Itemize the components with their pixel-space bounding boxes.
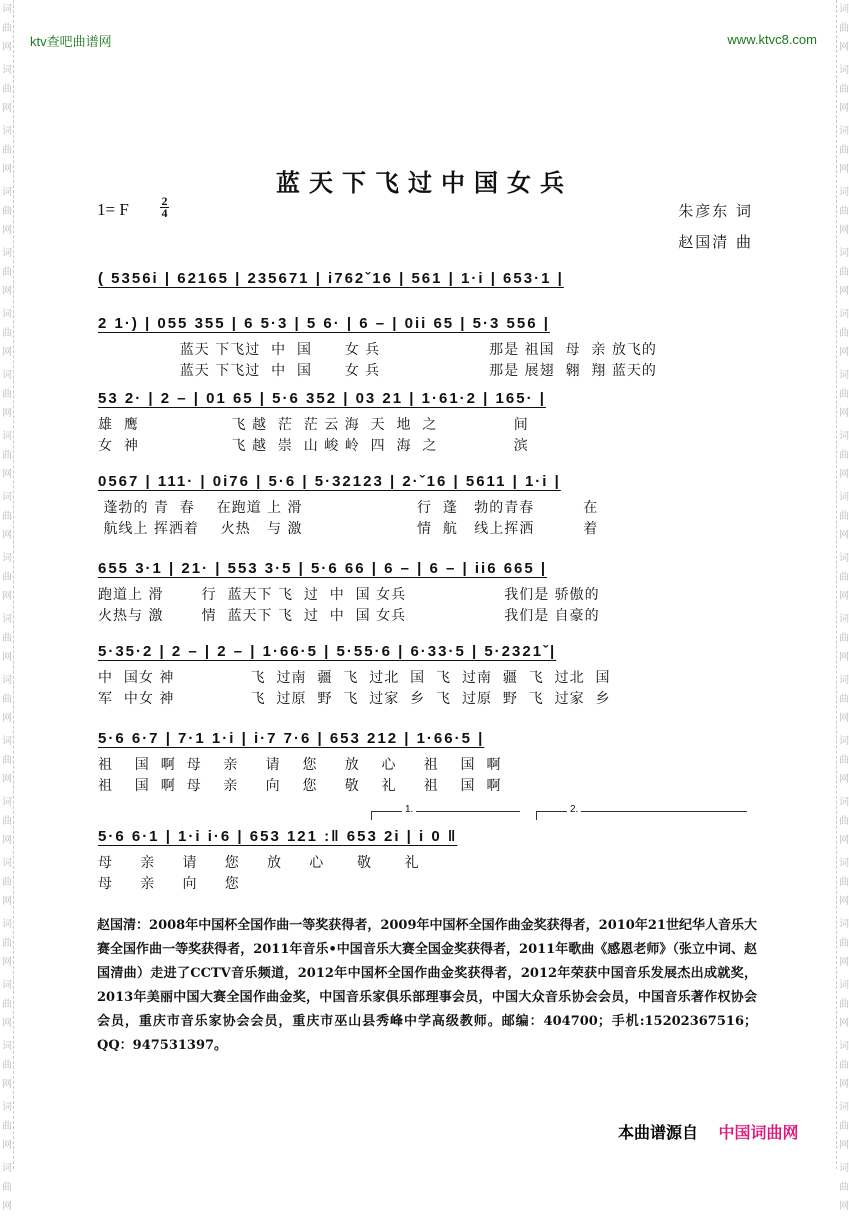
watermark-char: 曲: [839, 816, 849, 827]
watermark-char: 曲: [839, 23, 849, 34]
watermark-char: 曲: [839, 267, 849, 278]
watermark-group: [837, 610, 849, 667]
watermark-char: 词: [2, 858, 12, 869]
watermark-group: [837, 0, 849, 57]
watermark-char: 词: [839, 980, 849, 991]
notation-line: 53 2· | 2 – | 01 65 | 5·6 352 | 03 21 | 1·61·2 | 165· |: [98, 390, 546, 407]
lyrics-verse-1: 蓝天 下飞过 中 国 女 兵 那是 祖国 母 亲 放飞的: [98, 342, 657, 358]
watermark-group: [837, 1159, 849, 1216]
watermark-char: 网: [839, 1140, 849, 1151]
watermark-char: 曲: [2, 23, 12, 34]
watermark-char: 曲: [839, 511, 849, 522]
lyrics-verse-2: 航线上 挥洒着 火热 与 激 情 航 线上挥洒 着: [98, 521, 599, 537]
watermark-char: 词: [2, 675, 12, 686]
lyricist-credit: 朱彦东 词: [678, 202, 753, 220]
lyrics-verse-1: 雄 鹰 飞 越 茫 茫 云 海 天 地 之 间: [98, 417, 529, 433]
lyrics-verse-1: 母 亲 请 您 放 心 敬 礼: [98, 855, 420, 871]
watermark-char: 网: [839, 713, 849, 724]
watermark-group: [837, 793, 849, 850]
watermark-group: [0, 488, 14, 545]
lyrics-verse-2: 蓝天 下飞过 中 国 女 兵 那是 展翅 翱 翔 蓝天的: [98, 363, 657, 379]
watermark-char: 词: [839, 1163, 849, 1174]
watermark-char: 网: [2, 835, 12, 846]
watermark-char: 曲: [2, 1182, 12, 1193]
watermark-char: 网: [839, 1079, 849, 1090]
watermark-char: 网: [2, 957, 12, 968]
watermark-char: 词: [839, 4, 849, 15]
watermark-char: 网: [839, 225, 849, 236]
watermark-char: 曲: [839, 572, 849, 583]
lyrics-verse-2: 母 亲 向 您: [98, 876, 240, 892]
watermark-char: 网: [839, 530, 849, 541]
watermark-char: 曲: [2, 1060, 12, 1071]
watermark-char: 曲: [2, 694, 12, 705]
notation-line: 5·35·2 | 2 – | 2 – | 1·66·5 | 5·55·6 | 6·33·5 | 5·2321ˇ|: [98, 643, 557, 660]
watermark-char: 网: [839, 957, 849, 968]
watermark-group: [0, 61, 14, 118]
notation-line: 5·6 6·1 | 1·i i·6 | 653 121 :‖ 653 2i | i 0 ‖: [98, 828, 458, 845]
watermark-char: 网: [2, 408, 12, 419]
watermark-char: 网: [2, 1140, 12, 1151]
watermark-group: [837, 732, 849, 789]
watermark-group: [837, 549, 849, 606]
watermark-char: 网: [839, 1018, 849, 1029]
watermark-char: 词: [2, 187, 12, 198]
notation-line: 655 3·1 | 21· | 553 3·5 | 5·6 66 | 6 – | 6 – | ii6 665 |: [98, 560, 548, 577]
watermark-group: [0, 793, 14, 850]
song-title: 蓝天下飞过中国女兵: [276, 168, 573, 197]
watermark-char: 网: [839, 347, 849, 358]
watermark-char: 曲: [2, 267, 12, 278]
watermark-char: 曲: [2, 938, 12, 949]
watermark-char: 曲: [2, 511, 12, 522]
composer-biography: [97, 914, 757, 1058]
watermark-char: 曲: [839, 877, 849, 888]
watermark-char: 词: [2, 370, 12, 381]
watermark-char: 词: [2, 248, 12, 259]
watermark-char: 网: [2, 103, 12, 114]
watermark-char: 词: [839, 248, 849, 259]
watermark-group: [0, 1037, 14, 1094]
watermark-group: [0, 0, 14, 57]
notation-line: 0567 | 111· | 0i76 | 5·6 | 5·32123 | 2·ˇ16 | 5611 | 1·i |: [98, 473, 561, 490]
watermark-char: 网: [2, 164, 12, 175]
watermark-char: 网: [2, 286, 12, 297]
biography-text: 赵国清：2008年中国杯全国作曲一等奖获得者，2009年中国杯全国作曲金奖获得者，2010年21世纪华人音乐大赛全国作曲一等奖获得者，2011年音乐•中国音乐大赛全国金奖获得者，2011年歌曲《感恩老师》（张立中词、赵国清曲）走进了CCTV音乐频道，2012年中国杯全国作曲金奖获得者，2012年荣获中国音乐发展杰出成就奖，2013年美丽中国大赛全国作曲金奖，中国音乐家俱乐部理事会员，中国大众音乐协会会员，中国音乐著作权协会会员，重庆市音乐家协会会员，重庆市巫山县秀峰中学高级教师。邮编：404700；手机:15202367516；QQ：947531397。: [97, 918, 757, 1053]
watermark-char: 词: [839, 797, 849, 808]
watermark-char: 词: [839, 736, 849, 747]
watermark-group: [0, 1098, 14, 1155]
watermark-char: 网: [839, 774, 849, 785]
watermark-group: [0, 915, 14, 972]
watermark-char: 词: [839, 1102, 849, 1113]
volta-label-1: 1.: [402, 804, 416, 815]
time-signature-numerator: 2: [161, 194, 168, 208]
time-signature-denominator: 4: [161, 206, 168, 220]
watermark-char: 词: [839, 126, 849, 137]
watermark-char: 曲: [839, 145, 849, 156]
watermark-group: [0, 305, 14, 362]
watermark-char: 曲: [839, 694, 849, 705]
watermark-char: 曲: [839, 389, 849, 400]
watermark-group: [837, 976, 849, 1033]
watermark-char: 词: [2, 4, 12, 15]
watermark-char: 曲: [2, 84, 12, 95]
watermark-char: 网: [839, 591, 849, 602]
watermark-char: 词: [2, 614, 12, 625]
watermark-char: 网: [839, 835, 849, 846]
notation-line: ( 5356i | 62165 | 235671 | i762ˇ16 | 561 | 1·i | 653·1 |: [98, 270, 564, 287]
watermark-char: 词: [839, 431, 849, 442]
watermark-char: 网: [2, 774, 12, 785]
watermark-char: 网: [839, 469, 849, 480]
watermark-char: 网: [2, 1079, 12, 1090]
watermark-char: 词: [2, 309, 12, 320]
watermark-char: 词: [2, 553, 12, 564]
watermark-char: 词: [839, 858, 849, 869]
lyrics-verse-1: 中 国女 神 飞 过南 疆 飞 过北 国 飞 过南 疆 飞 过北 国: [98, 670, 611, 686]
watermark-char: 词: [839, 675, 849, 686]
watermark-char: 网: [2, 1201, 12, 1212]
watermark-char: 词: [839, 553, 849, 564]
watermark-char: 词: [839, 65, 849, 76]
volta-bracket-1: [371, 804, 520, 820]
watermark-char: 词: [839, 614, 849, 625]
watermark-char: 词: [2, 492, 12, 503]
watermark-char: 网: [2, 713, 12, 724]
watermark-char: 网: [2, 530, 12, 541]
watermark-char: 曲: [839, 633, 849, 644]
watermark-char: 网: [2, 469, 12, 480]
watermark-char: 曲: [2, 755, 12, 766]
watermark-char: 网: [839, 408, 849, 419]
watermark-char: 词: [839, 492, 849, 503]
watermark-char: 词: [2, 1102, 12, 1113]
watermark-group: [837, 305, 849, 362]
watermark-char: 词: [2, 797, 12, 808]
watermark-char: 词: [2, 1163, 12, 1174]
watermark-char: 词: [2, 431, 12, 442]
watermark-char: 词: [2, 736, 12, 747]
source-attribution: [618, 1120, 798, 1143]
lyrics-verse-2: 军 中女 神 飞 过原 野 飞 过家 乡 飞 过原 野 飞 过家 乡: [98, 691, 611, 707]
watermark-char: 网: [839, 1201, 849, 1212]
watermark-char: 曲: [2, 877, 12, 888]
time-signature: [160, 196, 169, 219]
lyrics-verse-1: 祖 国 啊 母 亲 请 您 放 心 祖 国 啊: [98, 757, 502, 773]
notation-line: 5·6 6·7 | 7·1 1·i | i·7 7·6 | 653 212 | 1·66·5 |: [98, 730, 485, 747]
watermark-char: 曲: [2, 572, 12, 583]
watermark-char: 词: [839, 919, 849, 930]
watermark-char: 词: [839, 309, 849, 320]
watermark-group: [0, 976, 14, 1033]
lyrics-verse-1: 蓬勃的 青 春 在跑道 上 滑 行 蓬 勃的青春 在: [98, 500, 599, 516]
watermark-group: [0, 610, 14, 667]
watermark-char: 词: [2, 65, 12, 76]
watermark-char: 曲: [839, 1182, 849, 1193]
watermark-group: [0, 1159, 14, 1216]
source-site-link[interactable]: 中国词曲网: [718, 1125, 799, 1142]
lyrics-verse-2: 女 神 飞 越 崇 山 峻 岭 四 海 之 滨: [98, 438, 529, 454]
watermark-char: 词: [839, 370, 849, 381]
watermark-char: 网: [839, 42, 849, 53]
watermark-char: 曲: [839, 328, 849, 339]
volta-bracket-2: [536, 804, 747, 820]
watermark-char: 曲: [2, 389, 12, 400]
key-signature: 1= F: [97, 200, 129, 219]
watermark-char: 曲: [2, 816, 12, 827]
watermark-char: 曲: [2, 1121, 12, 1132]
site-name-link[interactable]: ktv查吧曲谱网: [30, 34, 112, 49]
watermark-char: 曲: [839, 450, 849, 461]
watermark-group: [837, 671, 849, 728]
watermark-char: 网: [839, 164, 849, 175]
watermark-group: [0, 671, 14, 728]
watermark-group: [837, 915, 849, 972]
watermark-group: [837, 244, 849, 301]
volta-label-2: 2.: [567, 804, 581, 815]
watermark-group: [0, 854, 14, 911]
watermark-char: 曲: [839, 1060, 849, 1071]
watermark-char: 曲: [2, 328, 12, 339]
watermark-char: 网: [2, 225, 12, 236]
watermark-char: 网: [839, 896, 849, 907]
watermark-char: 词: [839, 187, 849, 198]
watermark-char: 网: [839, 652, 849, 663]
watermark-char: 曲: [839, 84, 849, 95]
watermark-char: 曲: [2, 633, 12, 644]
watermark-char: 词: [2, 126, 12, 137]
watermark-char: 网: [2, 1018, 12, 1029]
watermark-group: [0, 366, 14, 423]
watermark-char: 词: [2, 1041, 12, 1052]
watermark-group: [0, 732, 14, 789]
notation-line: 2 1·) | 055 355 | 6 5·3 | 5 6· | 6 – | 0ii 65 | 5·3 556 |: [98, 315, 550, 332]
site-url-link[interactable]: www.ktvc8.com: [727, 32, 817, 47]
watermark-group: [837, 366, 849, 423]
watermark-char: 曲: [2, 206, 12, 217]
watermark-char: 曲: [839, 206, 849, 217]
lyrics-verse-2: 火热与 激 情 蓝天下 飞 过 中 国 女兵 我们是 自豪的: [98, 608, 600, 624]
watermark-char: 词: [2, 980, 12, 991]
watermark-char: 网: [839, 103, 849, 114]
watermark-char: 曲: [2, 999, 12, 1010]
watermark-group: [0, 244, 14, 301]
source-label: 本曲谱源自: [618, 1125, 699, 1142]
lyrics-verse-2: 祖 国 啊 母 亲 向 您 敬 礼 祖 国 啊: [98, 778, 502, 794]
watermark-group: [837, 488, 849, 545]
watermark-char: 曲: [839, 999, 849, 1010]
lyrics-verse-1: 跑道上 滑 行 蓝天下 飞 过 中 国 女兵 我们是 骄傲的: [98, 587, 600, 603]
watermark-char: 网: [2, 896, 12, 907]
watermark-group: [0, 427, 14, 484]
watermark-char: 曲: [839, 938, 849, 949]
watermark-char: 曲: [2, 450, 12, 461]
watermark-char: 网: [2, 42, 12, 53]
watermark-group: [837, 854, 849, 911]
watermark-char: 词: [2, 919, 12, 930]
composer-credit: 赵国清 曲: [678, 233, 753, 251]
watermark-char: 词: [839, 1041, 849, 1052]
watermark-group: [837, 1037, 849, 1094]
watermark-char: 网: [2, 347, 12, 358]
watermark-char: 曲: [2, 145, 12, 156]
watermark-char: 网: [2, 652, 12, 663]
watermark-char: 曲: [839, 755, 849, 766]
watermark-group: [837, 1098, 849, 1155]
watermark-char: 网: [839, 286, 849, 297]
watermark-group: [0, 549, 14, 606]
watermark-group: [837, 61, 849, 118]
watermark-group: [837, 427, 849, 484]
watermark-char: 曲: [839, 1121, 849, 1132]
watermark-char: 网: [2, 591, 12, 602]
